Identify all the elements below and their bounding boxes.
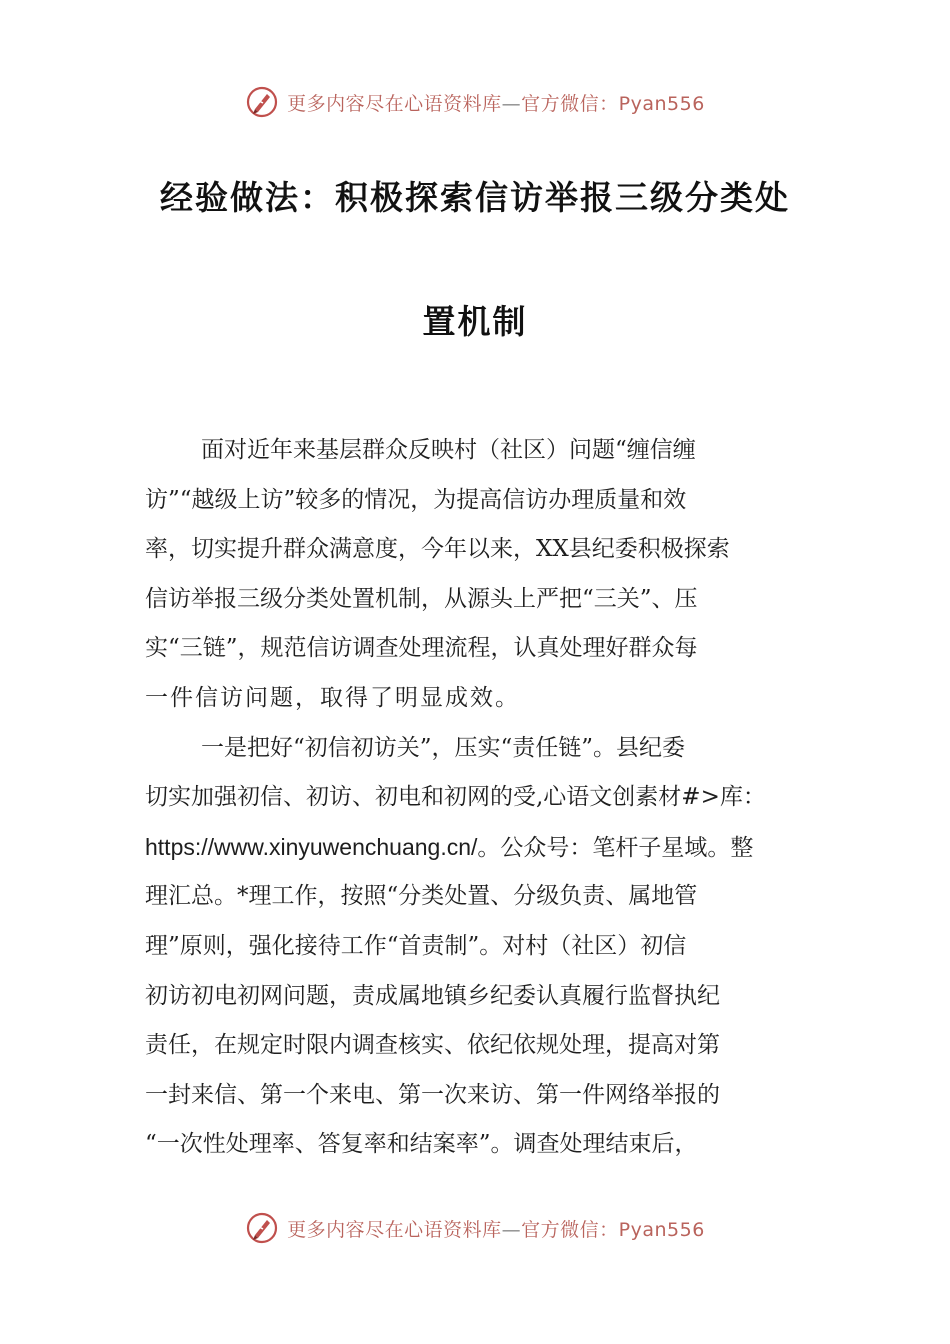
body-line: “一次性处理率、答复率和结案率”。调查处理结束后，: [145, 1131, 698, 1158]
header-watermark-banner: [0, 82, 950, 122]
body-line: 信访举报三级分类处置机制，从源头上严把“三关”、压: [145, 585, 698, 612]
body-line: 一是把好“初信初访关”，压实“责任链”。县纪委: [201, 734, 686, 761]
body-line: 初访初电初网问题，责成属地镇乡纪委认真履行监督执纪: [145, 982, 720, 1009]
watermark-contact: 官方微信：Pyan556: [521, 92, 705, 115]
footer-watermark-banner: [0, 1208, 950, 1248]
body-line: 理汇总。*理工作，按照“分类处置、分级负责、属地管: [145, 883, 698, 910]
body-line: 一件信访问题，取得了明显成效。: [145, 684, 520, 711]
document-title-line-2: 置机制: [422, 302, 528, 341]
body-line: 理”原则，强化接待工作“首责制”。对村（社区）初信: [145, 932, 687, 959]
body-line: 率，切实提升群众满意度，今年以来，XX县纪委积极探索: [145, 536, 730, 563]
watermark-library-text: 更多内容尽在心语资料库: [287, 92, 502, 115]
body-line: 责任，在规定时限内调查核实、依纪依规处理，提高对第: [145, 1032, 720, 1059]
watermark-separator: —: [501, 1218, 522, 1241]
body-line: 切实加强初信、初访、初电和初网的受,心语文创素材#>库：: [145, 784, 766, 811]
watermark-text: [287, 89, 705, 116]
document-body: [145, 426, 807, 1170]
body-line-url: https://www.xinyuwenchuang.cn/。公众号：笔杆子星域。整: [145, 833, 754, 860]
document-title-line-1: 经验做法：积极探索信访举报三级分类处: [160, 178, 790, 217]
pen-logo-icon: [245, 85, 279, 119]
watermark-text: [287, 1215, 705, 1242]
watermark-separator: —: [501, 92, 522, 115]
watermark-contact: 官方微信：Pyan556: [521, 1218, 705, 1241]
body-line: 一封来信、第一个来电、第一次来访、第一件网络举报的: [145, 1081, 720, 1108]
body-line: 实“三链”，规范信访调查处理流程，认真处理好群众每: [145, 635, 698, 662]
watermark-library-text: 更多内容尽在心语资料库: [287, 1218, 502, 1241]
pen-logo-icon: [245, 1211, 279, 1245]
body-line: 面对近年来基层群众反映村（社区）问题“缠信缠: [201, 437, 696, 463]
body-line: 访”“越级上访”较多的情况，为提高信访办理质量和效: [145, 486, 687, 513]
